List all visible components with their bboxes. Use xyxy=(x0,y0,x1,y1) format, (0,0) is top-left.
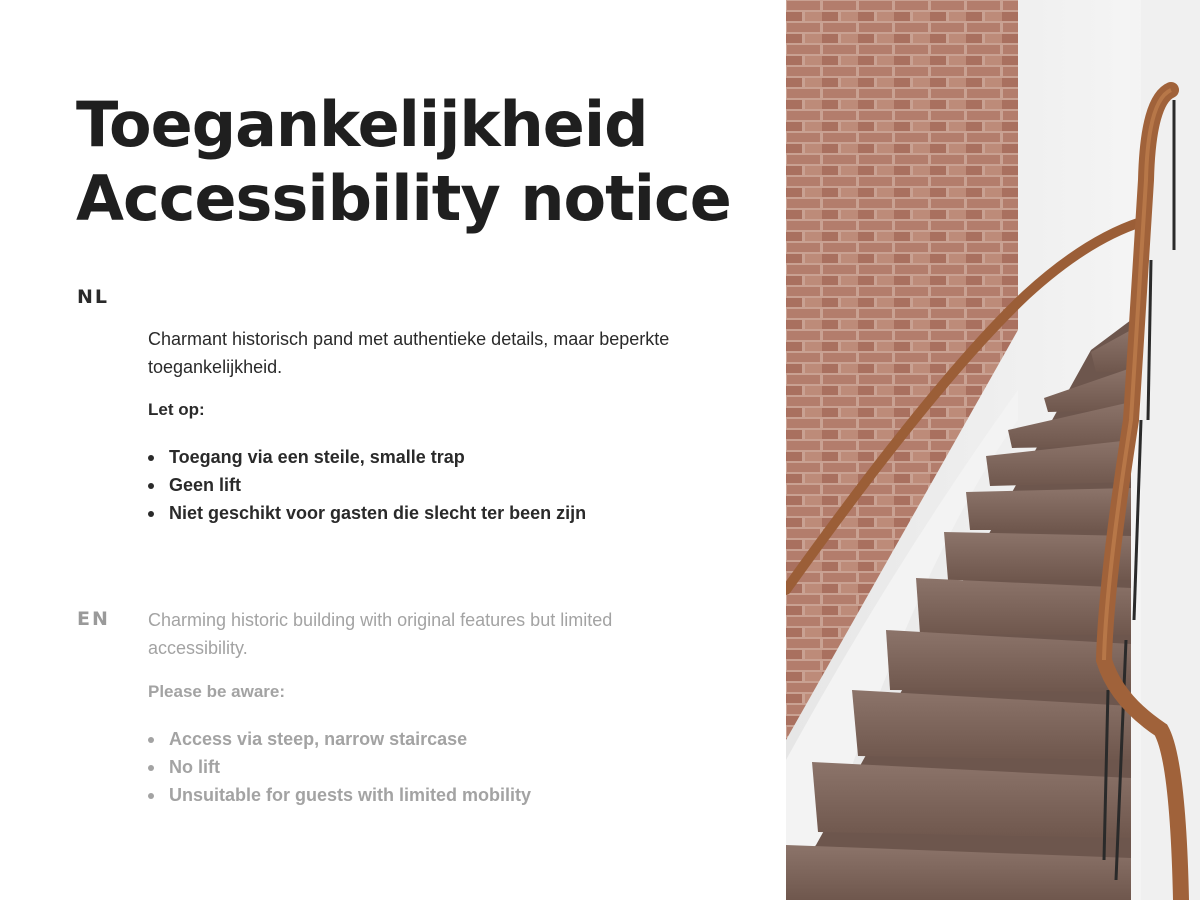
bullet-dot xyxy=(148,737,154,743)
english-intro: Charming historic building with original features but limited accessibility. xyxy=(148,610,613,658)
language-label-nl: NL xyxy=(77,286,110,308)
list-item-text: Unsuitable for guests with limited mobility xyxy=(169,785,532,805)
bullet-dot xyxy=(148,483,154,489)
list-item xyxy=(148,781,688,809)
title-line-en: Accessibility notice xyxy=(76,162,731,235)
list-item xyxy=(148,471,688,499)
dutch-bullet-list xyxy=(148,443,688,527)
dutch-section xyxy=(148,325,688,527)
language-label-en: EN xyxy=(77,608,110,630)
page-title xyxy=(76,88,731,236)
english-section xyxy=(148,606,688,809)
list-item xyxy=(148,725,688,753)
list-item xyxy=(148,443,688,471)
list-item xyxy=(148,753,688,781)
bullet-dot xyxy=(148,455,154,461)
list-item xyxy=(148,499,688,527)
list-item-text: No lift xyxy=(169,757,220,777)
title-line-nl: Toegankelijkheid xyxy=(76,88,648,161)
english-aware-heading: Please be aware: xyxy=(148,682,286,701)
list-item-text: Toegang via een steile, smalle trap xyxy=(169,447,465,467)
staircase-photo xyxy=(786,0,1200,900)
list-item-text: Geen lift xyxy=(169,475,242,495)
bullet-dot xyxy=(148,511,154,517)
english-bullet-list xyxy=(148,725,688,809)
bullet-dot xyxy=(148,765,154,771)
dutch-aware-heading: Let op: xyxy=(148,400,205,419)
dutch-intro: Charmant historisch pand met authentieke details, maar beperkte toegankelijkheid. xyxy=(148,329,670,377)
list-item-text: Niet geschikt voor gasten die slecht ter been zijn xyxy=(169,503,587,523)
bullet-dot xyxy=(148,793,154,799)
list-item-text: Access via steep, narrow staircase xyxy=(169,729,468,749)
